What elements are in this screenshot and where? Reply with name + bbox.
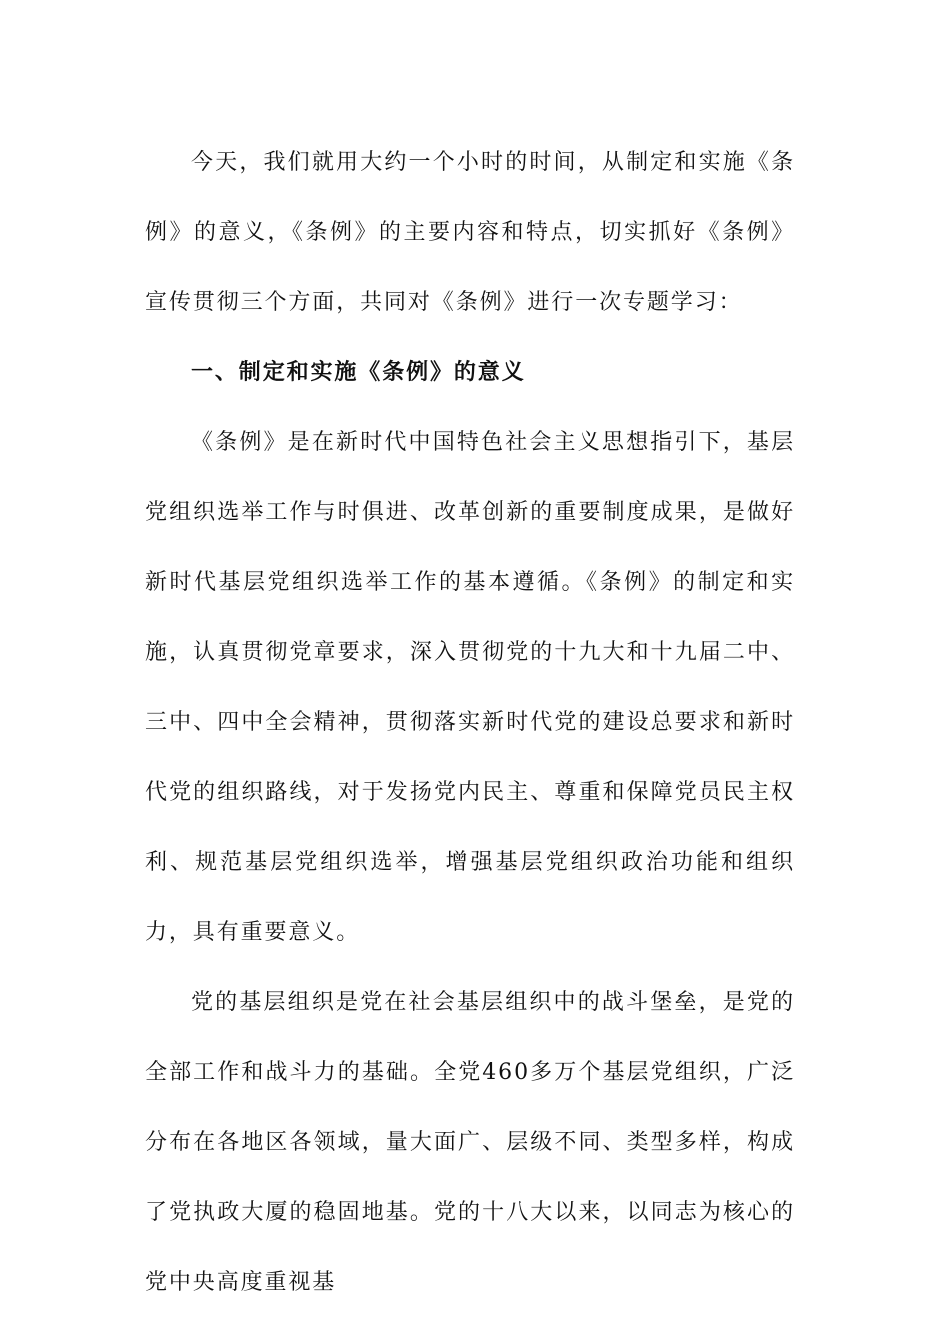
paragraph-significance: 《条例》是在新时代中国特色社会主义思想指引下，基层党组织选举工作与时俱进、改革创新的重要制度成果，是做好新时代基层党组织选举工作的基本遵循。《条例》的制定和实施，认真贯彻党章要求，深入贯彻党的十九大和十九届二中、三中、四中全会精神，贯彻落实新时代党的建设总要求和新时代党的组织路线，对于发扬党内民主、尊重和保障党员民主权利、规范基层党组织选举，增强基层党组织政治功能和组织力，具有重要意义。 <box>145 430 795 945</box>
section-heading: 一、制定和实施《条例》的意义 <box>191 360 526 385</box>
document-body <box>145 128 795 1318</box>
paragraph-intro: 今天，我们就用大约一个小时的时间，从制定和实施《条例》的意义，《条例》的主要内容和特点，切实抓好《条例》宣传贯彻三个方面，共同对《条例》进行一次专题学习： <box>145 150 795 315</box>
paragraph-grassroots: 党的基层组织是党在社会基层组织中的战斗堡垒，是党的全部工作和战斗力的基础。全党460多万个基层党组织，广泛分布在各地区各领域，量大面广、层级不同、类型多样，构成了党执政大厦的稳固地基。党的十八大以来，以同志为核心的党中央高度重视基 <box>145 990 795 1295</box>
